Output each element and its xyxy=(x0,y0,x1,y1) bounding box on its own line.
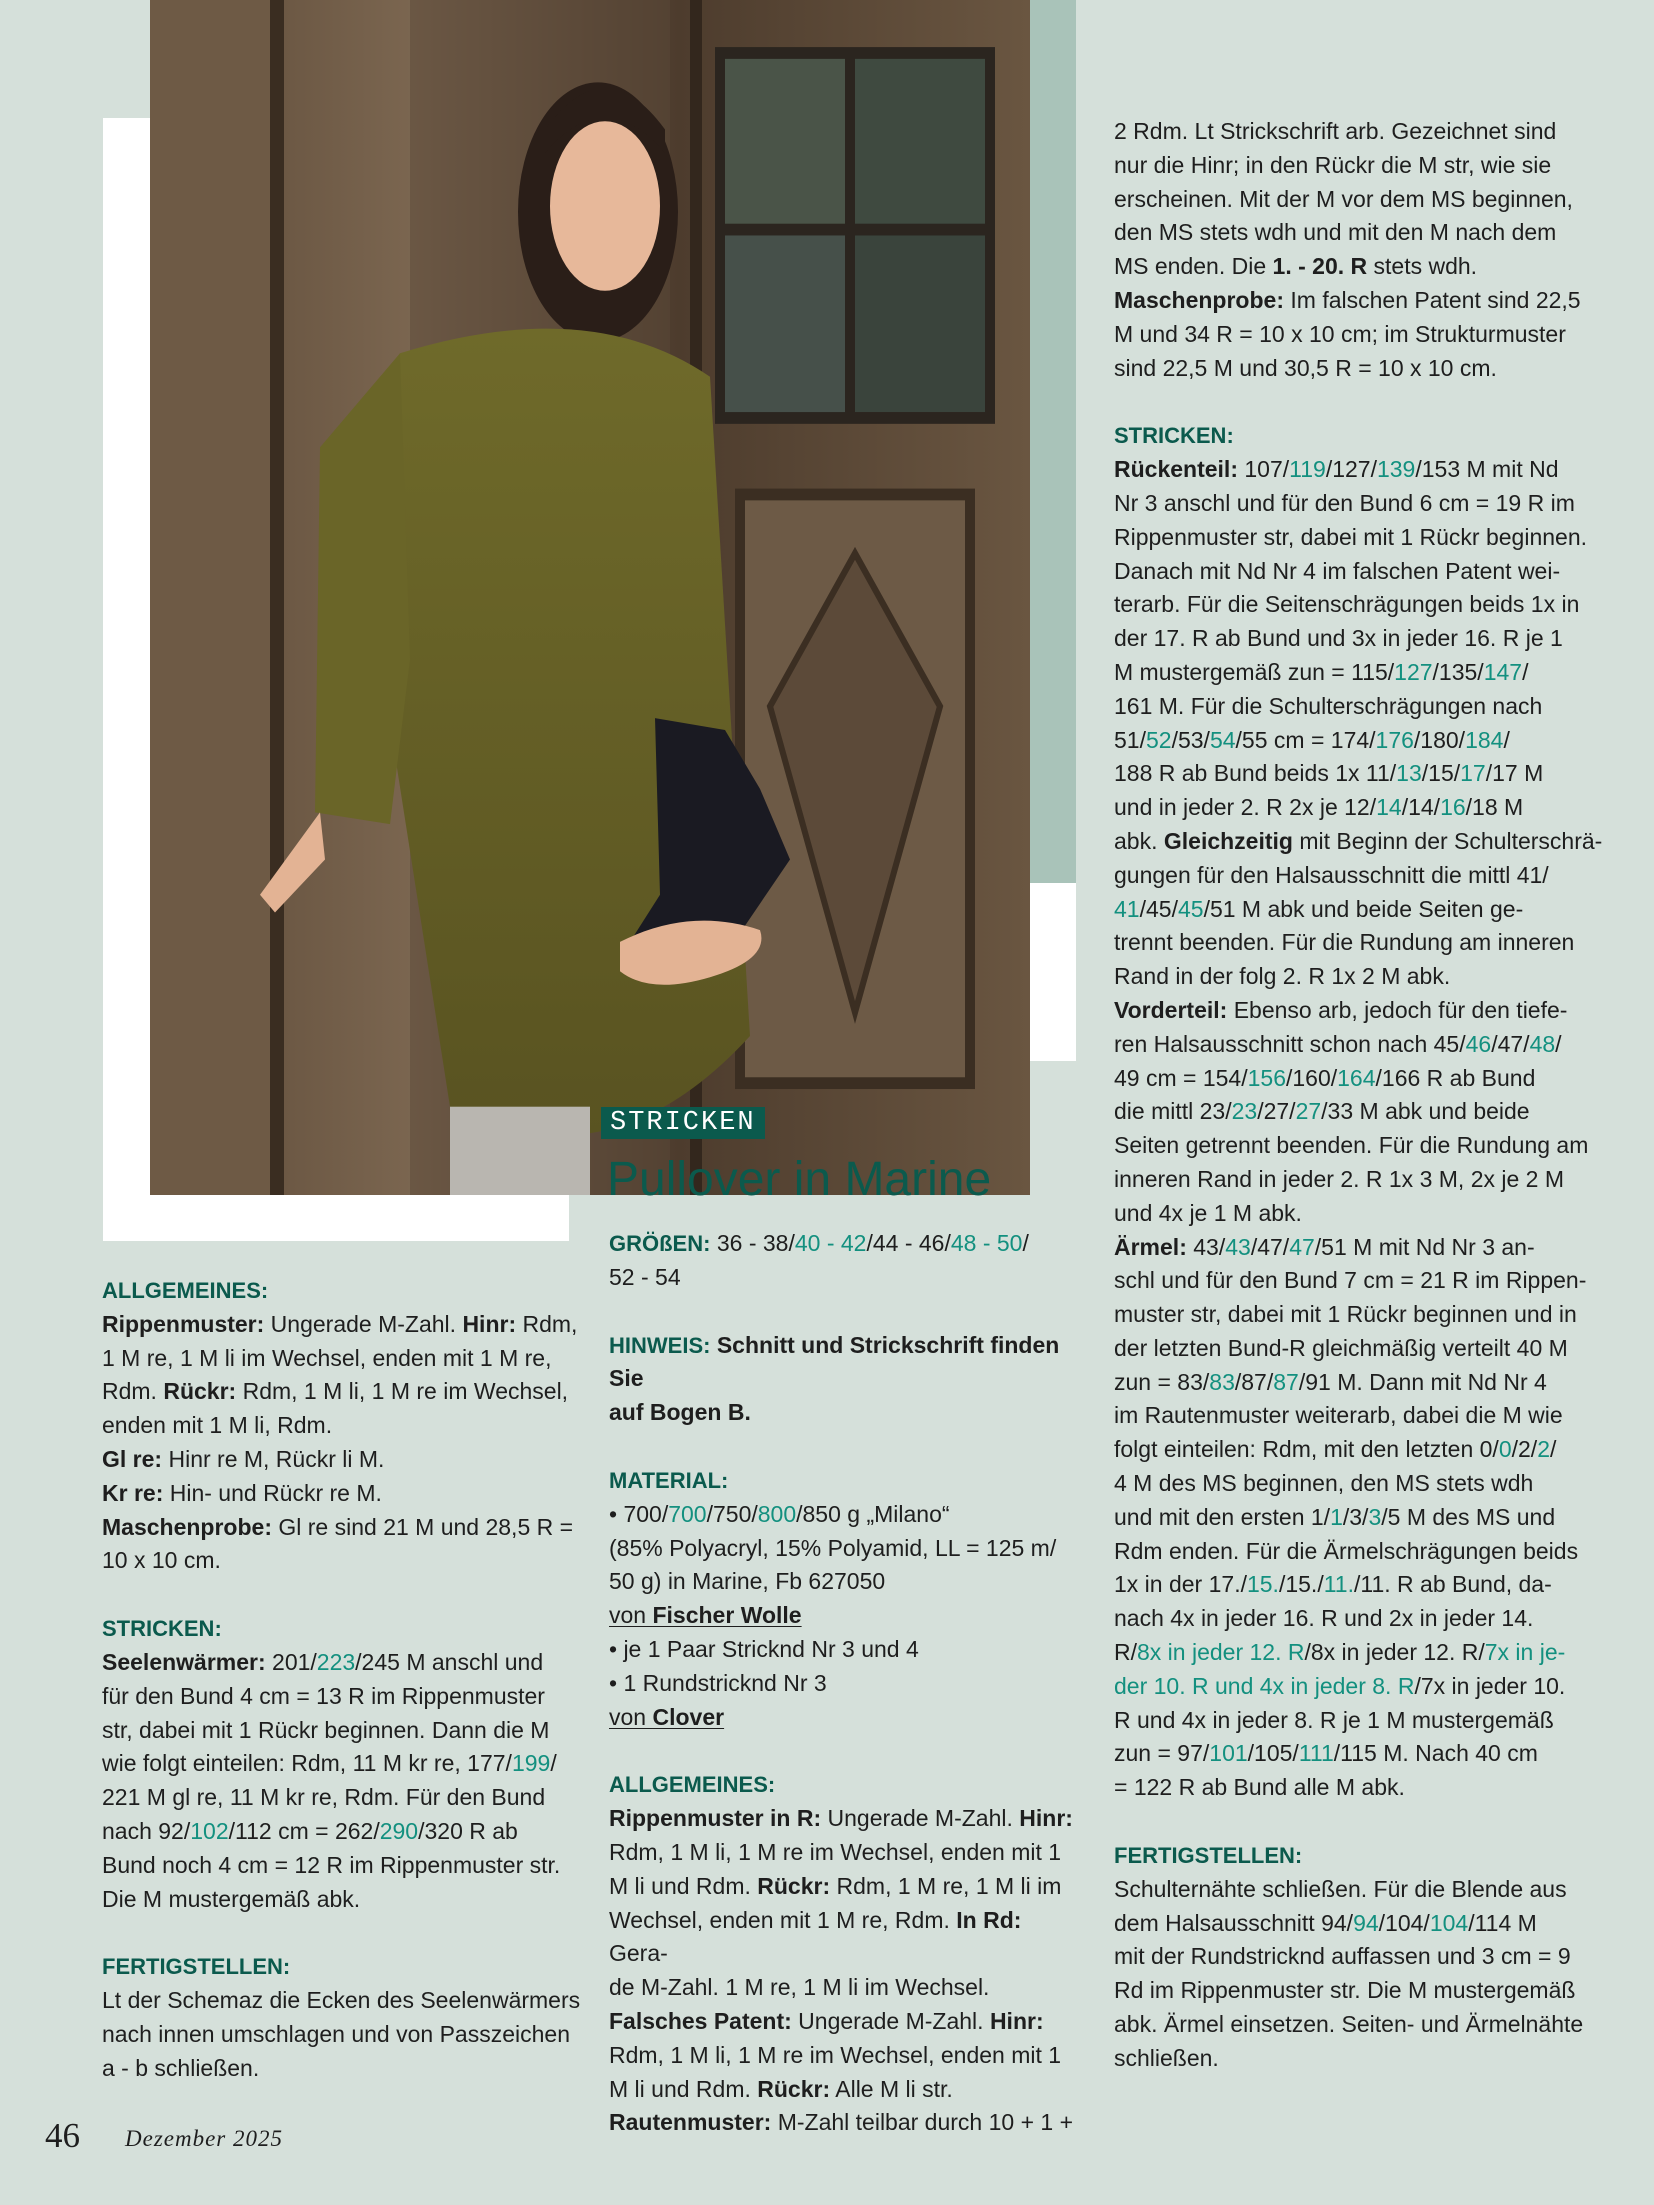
right-rauten-line-5: den MS stets wdh und mit den M nach dem xyxy=(1114,219,1557,246)
mid-groessen-line-1: GRÖßEN: 36 - 38/40 - 42/44 - 46/48 - 50/ xyxy=(609,1230,1029,1256)
left-rippenmuster-line-3: Rdm. Rückr: Rdm, 1 M li, 1 M re im Wechsel, xyxy=(102,1378,569,1405)
right-rueckenteil-line-11: und in jeder 2. R 2x je 12/14/14/16/18 M xyxy=(1114,794,1524,821)
left-seelenwaermer-line-5: 221 M gl re, 11 M kr re, Rdm. Für den Bund xyxy=(102,1784,546,1811)
section-tag: STRICKEN xyxy=(601,1107,765,1139)
right-aermel-line-8: 4 M des MS beginnen, den MS stets wdh xyxy=(1114,1470,1534,1497)
mid-hinweis-line-1: HINWEIS: Schnitt und Strickschrift finden Sie xyxy=(609,1331,1060,1392)
left-fertigstellen-line-1: Lt der Schemaz die Ecken des Seelenwärmers xyxy=(102,1987,581,2014)
right-fertigstellen-line-2: dem Halsausschnitt 94/94/104/104/114 M xyxy=(1114,1909,1537,1936)
right-fertigstellen-line-4: Rd im Rippenmuster str. Die M mustergemäß xyxy=(1114,1977,1576,2004)
mid-patent-line-1: Falsches Patent: Ungerade M-Zahl. Hinr: xyxy=(609,2007,1044,2034)
left-seelenwaermer-line-7: Bund noch 4 cm = 12 R im Rippenmuster str. xyxy=(102,1851,561,1878)
right-aermel-line-4: der letzten Bund-R gleichmäßig verteilt 40 M xyxy=(1114,1334,1568,1361)
right-maschenprobe-line-3: sind 22,5 M und 30,5 R = 10 x 10 cm. xyxy=(1114,354,1497,381)
right-aermel-line-12: nach 4x in jeder 16. R und 2x in jeder 14. xyxy=(1114,1605,1534,1632)
mid-rippen-line-5: de M-Zahl. 1 M re, 1 M li im Wechsel. xyxy=(609,1974,990,2001)
left-stricken-heading: STRICKEN: xyxy=(102,1616,222,1642)
right-aermel-line-16: zun = 97/101/105/111/115 M. Nach 40 cm xyxy=(1114,1740,1538,1767)
left-seelenwaermer-line-2: für den Bund 4 cm = 13 R im Rippenmuster xyxy=(102,1682,545,1709)
right-fertigstellen-heading: FERTIGSTELLEN: xyxy=(1114,1843,1303,1869)
right-vorderteil-line-5: Seiten getrennt beenden. Für die Rundung am xyxy=(1114,1132,1589,1159)
left-glatt-rechts: Gl re: Hinr re M, Rückr li M. xyxy=(102,1445,385,1472)
right-aermel-line-7: folgt einteilen: Rdm, mit den letzten 0/0/2/2/ xyxy=(1114,1436,1557,1463)
right-fertigstellen-line-5: abk. Ärmel einsetzen. Seiten- und Ärmelnähte xyxy=(1114,2011,1584,2038)
mid-patent-line-2: Rdm, 1 M li, 1 M re im Wechsel, enden mit 1 xyxy=(609,2041,1062,2068)
left-rippenmuster-line-2: 1 M re, 1 M li im Wechsel, enden mit 1 M re, xyxy=(102,1344,552,1371)
right-rueckenteil-line-3: Rippenmuster str, dabei mit 1 Rückr beginnen. xyxy=(1114,523,1588,550)
mid-allgemeines-heading: ALLGEMEINES: xyxy=(609,1772,776,1798)
right-rueckenteil-line-7: M mustergemäß zun = 115/127/135/147/ xyxy=(1114,658,1529,685)
right-rueckenteil-line-10: 188 R ab Bund beids 1x 11/13/15/17/17 M xyxy=(1114,760,1544,787)
right-vorderteil-line-3: 49 cm = 154/156/160/164/166 R ab Bund xyxy=(1114,1064,1536,1091)
left-fertigstellen-heading: FERTIGSTELLEN: xyxy=(102,1954,291,1980)
mid-material-supplier-1: von Fischer Wolle xyxy=(609,1602,802,1629)
mid-material-line-6: • 1 Rundstrickn​d Nr 3 xyxy=(609,1669,827,1696)
left-maschenprobe-line-2: 10 x 10 cm. xyxy=(102,1547,221,1574)
mid-material-line-1: • 700/700/750/800/850 g „Milano“ xyxy=(609,1500,950,1527)
right-aermel-line-3: muster str, dabei mit 1 Rückr beginnen und in xyxy=(1114,1301,1577,1328)
left-seelenwaermer-line-6: nach 92/102/112 cm = 262/290/320 R ab xyxy=(102,1817,518,1844)
left-kraus-rechts: Kr re: Hin- und Rückr re M. xyxy=(102,1479,382,1506)
right-aermel-line-6: im Rautenmuster weiterarb, dabei die M wie xyxy=(1114,1402,1563,1429)
right-aermel-line-17: = 122 R ab Bund alle M abk. xyxy=(1114,1774,1405,1801)
right-rauten-line-3: nur die Hinr; in den Rückr die M str, wie sie xyxy=(1114,151,1552,178)
right-rauten-line-2: 2 Rdm. Lt Strickschrift arb. Gezeichnet sind xyxy=(1114,118,1557,144)
right-rueckenteil-line-8: 161 M. Für die Schulterschrägungen nach xyxy=(1114,692,1543,719)
right-rauten-line-6: MS enden. Die 1. - 20. R stets wdh. xyxy=(1114,253,1478,280)
left-seelenwaermer-line-8: Die M mustergemäß abk. xyxy=(102,1885,361,1912)
right-rueckenteil-line-16: Rand in der folg 2. R 1x 2 M abk. xyxy=(1114,963,1451,990)
right-rueckenteil-line-6: der 17. R ab Bund und 3x in jeder 16. R je 1 xyxy=(1114,625,1563,652)
right-aermel-line-15: R und 4x in jeder 8. R je 1 M mustergemäß xyxy=(1114,1706,1554,1733)
right-rauten-line-4: erscheinen. Mit der M vor dem MS beginnen, xyxy=(1114,185,1573,212)
right-aermel-line-1: Ärmel: 43/43/47/47/51 M mit Nd Nr 3 an- xyxy=(1114,1233,1535,1260)
right-aermel-line-11: 1x in der 17./15./15./11./11. R ab Bund, da- xyxy=(1114,1571,1552,1598)
left-seelenwaermer-line-4: wie folgt einteilen: Rdm, 11 M kr re, 177/199/ xyxy=(102,1750,557,1777)
right-rueckenteil-line-15: trennt beenden. Für die Rundung am inneren xyxy=(1114,929,1575,956)
right-column xyxy=(1114,115,1624,2076)
photo-woman-knit-shrug xyxy=(150,0,1030,1195)
right-aermel-line-14: der 10. R und 4x in jeder 8. R/7x in jeder 10. xyxy=(1114,1672,1566,1699)
white-frame-left xyxy=(103,118,153,1241)
right-vorderteil-line-2: ren Halsausschnitt schon nach 45/46/47/48/ xyxy=(1114,1030,1562,1057)
white-frame-right xyxy=(1030,883,1076,1061)
right-aermel-line-5: zun = 83/83/87/87/91 M. Dann mit Nd Nr 4 xyxy=(1114,1368,1547,1395)
mid-rippen-line-4: Wechsel, enden mit 1 M re, Rdm. In Rd: Gera- xyxy=(609,1906,1022,1967)
page-number: 46 xyxy=(45,2116,80,2155)
mid-groessen-line-2: 52 - 54 xyxy=(609,1263,681,1290)
mid-rippen-line-1: Rippenmuster in R: Ungerade M-Zahl. Hinr: xyxy=(609,1805,1073,1832)
right-vorderteil-line-7: und 4x je 1 M abk. xyxy=(1114,1199,1302,1226)
left-fertigstellen-line-3: a - b schließen. xyxy=(102,2054,260,2081)
mid-material-supplier-2: von Clover xyxy=(609,1703,725,1730)
white-frame-bottom xyxy=(103,1195,523,1241)
mid-rippen-line-3: M li und Rdm. Rückr: Rdm, 1 M re, 1 M li im xyxy=(609,1872,1062,1899)
left-maschenprobe-line-1: Maschenprobe: Gl re sind 21 M und 28,5 R = xyxy=(102,1513,574,1540)
mid-patent-line-3: M li und Rdm. Rückr: Alle M li str. xyxy=(609,2075,953,2102)
left-rippenmuster-line-1: Rippenmuster: Ungerade M-Zahl. Hinr: Rdm, xyxy=(102,1310,578,1337)
right-aermel-line-10: Rdm enden. Für die Ärmelschrägungen beids xyxy=(1114,1537,1579,1564)
right-aermel-line-2: schl und für den Bund 7 cm = 21 R im Rippen- xyxy=(1114,1267,1587,1294)
mid-rauten-line-1: Rautenmuster: M-Zahl teilbar durch 10 + 1 + xyxy=(609,2109,1074,2136)
right-vorderteil-line-1: Vorderteil: Ebenso arb, jedoch für den tiefe- xyxy=(1114,996,1568,1023)
issue-date: Dezember 2025 xyxy=(125,2126,283,2151)
left-rippenmuster-line-4: enden mit 1 M li, Rdm. xyxy=(102,1412,333,1439)
mid-material-line-5: • je 1 Paar Strickn​d Nr 3 und 4 xyxy=(609,1635,919,1662)
middle-column xyxy=(609,1227,1079,2140)
left-column xyxy=(102,1274,582,2086)
right-stricken-heading: STRICKEN: xyxy=(1114,423,1234,449)
right-rueckenteil-line-4: Danach mit Nd Nr 4 im falschen Patent wei- xyxy=(1114,557,1561,584)
right-rueckenteil-line-12: abk. Gleichzeitig mit Beginn der Schulterschrä- xyxy=(1114,827,1603,854)
right-aermel-line-9: und mit den ersten 1/1/3/3/5 M des MS und xyxy=(1114,1503,1556,1530)
right-fertigstellen-line-1: Schulternähte schließen. Für die Blende aus xyxy=(1114,1875,1567,1902)
right-maschenprobe-line-2: M und 34 R = 10 x 10 cm; im Strukturmuster xyxy=(1114,320,1566,347)
left-fertigstellen-line-2: nach innen umschlagen und von Passzeichen xyxy=(102,2020,570,2047)
left-seelenwaermer-line-3: str, dabei mit 1 Rückr beginnen. Dann die M xyxy=(102,1716,550,1743)
mid-material-line-3: 50 g) in Marine, Fb 627050 xyxy=(609,1568,886,1595)
right-rueckenteil-line-14: 41/45/45/51 M abk und beide Seiten ge- xyxy=(1114,895,1524,922)
right-rueckenteil-line-1: Rückenteil: 107/119/127/139/153 M mit Nd xyxy=(1114,456,1559,483)
right-aermel-line-13: R/8x in jeder 12. R/8x in jeder 12. R/7x in je- xyxy=(1114,1639,1566,1666)
right-fertigstellen-line-3: mit der Rundstrickn​d auffassen und 3 cm = 9 xyxy=(1114,1943,1571,1970)
right-rueckenteil-line-2: Nr 3 anschl und für den Bund 6 cm = 19 R im xyxy=(1114,489,1575,516)
mid-material-line-2: (85% Polyacryl, 15% Polyamid, LL = 125 m/ xyxy=(609,1534,1057,1561)
right-vorderteil-line-4: die mittl 23/23/27/27/33 M abk und beide xyxy=(1114,1098,1530,1125)
right-fertigstellen-line-6: schließen. xyxy=(1114,2044,1219,2071)
mid-rippen-line-2: Rdm, 1 M li, 1 M re im Wechsel, enden mit 1 xyxy=(609,1838,1062,1865)
page-title: Pullover in Marine xyxy=(607,1153,992,1206)
right-rueckenteil-line-13: gungen für den Halsausschnitt die mittl 41/ xyxy=(1114,861,1549,888)
right-rueckenteil-line-9: 51/52/53/54/55 cm = 174/176/180/184/ xyxy=(1114,726,1510,753)
right-rueckenteil-line-5: terarb. Für die Seitenschrägungen beids 1x in xyxy=(1114,591,1580,618)
right-vorderteil-line-6: inneren Rand in jeder 2. R 1x 3 M, 2x je 2 M xyxy=(1114,1165,1565,1192)
mid-hinweis-line-2: auf Bogen B. xyxy=(609,1399,751,1426)
left-allgemeines-heading: ALLGEMEINES: xyxy=(102,1278,269,1303)
right-maschenprobe-line-1: Maschenprobe: Im falschen Patent sind 22,5 xyxy=(1114,286,1581,313)
left-seelenwaermer-line-1: Seelenwärmer: 201/223/245 M anschl und xyxy=(102,1648,544,1675)
mid-material-heading: MATERIAL: xyxy=(609,1467,729,1493)
accent-bar xyxy=(1030,0,1076,883)
